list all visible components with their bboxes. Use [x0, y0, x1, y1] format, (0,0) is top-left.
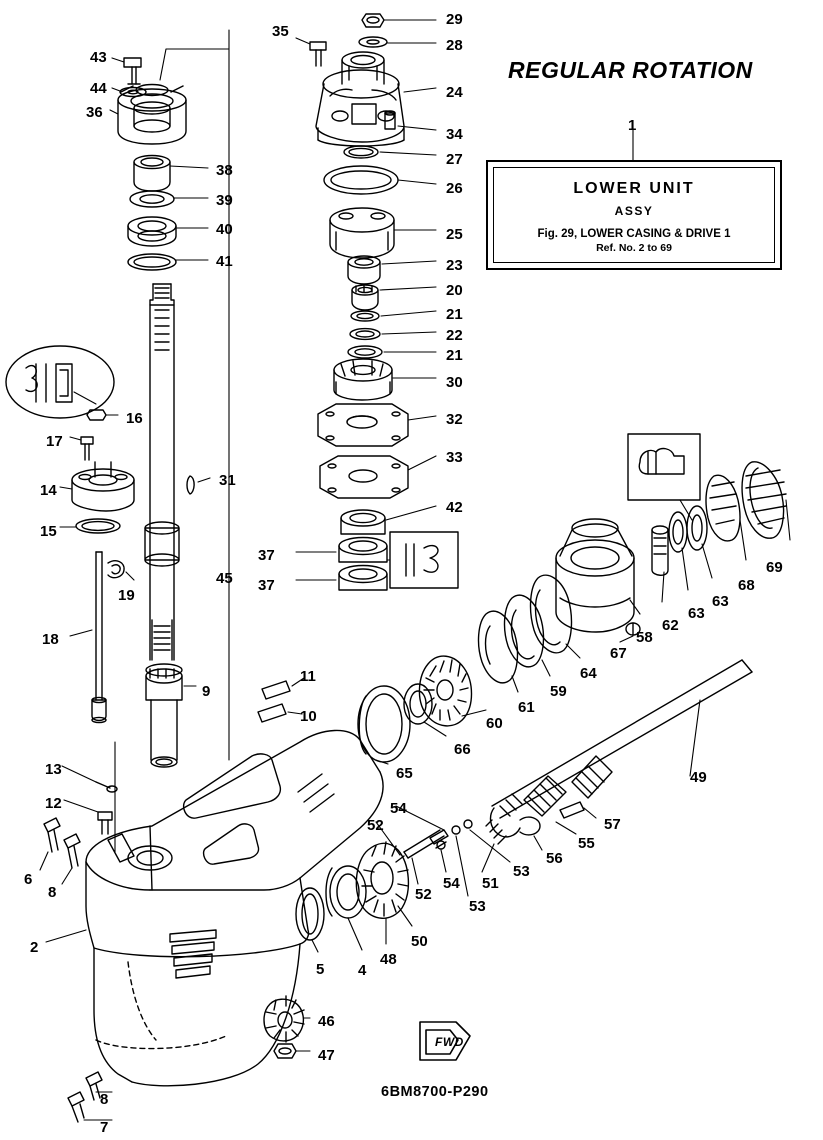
callout-number: 50	[411, 933, 428, 950]
part-54-pin-b	[436, 841, 446, 849]
callout-number: 64	[580, 665, 597, 682]
part-21-washer-a	[351, 311, 379, 321]
legend-line-3: Fig. 29, LOWER CASING & DRIVE 1	[537, 228, 731, 240]
legend-line-2: ASSY	[614, 204, 654, 218]
callout-number: 18	[42, 631, 59, 648]
part-59-bearing	[505, 595, 544, 667]
part-11-key	[262, 681, 290, 699]
part-29-nut	[362, 14, 384, 27]
callout-number: 2	[30, 939, 39, 956]
part-20-hub	[352, 285, 378, 310]
callout-number: 1	[628, 117, 637, 134]
part-37-seal-a	[339, 538, 387, 563]
detail-inset-shim	[628, 434, 700, 500]
callout-number: 46	[318, 1013, 335, 1030]
callout-number: 48	[380, 951, 397, 968]
part-69-race	[742, 462, 786, 538]
callout-number: 59	[550, 683, 567, 700]
callout-number: 27	[446, 151, 463, 168]
part-42-seal-housing	[341, 510, 385, 534]
callout-number: 56	[546, 850, 563, 867]
callout-number: 9	[202, 683, 211, 700]
callout-number: 54	[390, 800, 407, 817]
part-47-nut	[274, 1044, 296, 1058]
part-45-driveshaft	[145, 284, 179, 660]
part-18-shift-rod	[92, 552, 106, 723]
callout-number: 30	[446, 374, 463, 391]
callout-number: 4	[358, 962, 367, 979]
callout-number: 10	[300, 708, 317, 725]
callout-number: 54	[443, 875, 460, 892]
part-9-sleeve	[146, 664, 182, 767]
callout-number: 20	[446, 282, 463, 299]
part-64-bearing	[531, 575, 572, 653]
diagram-title: REGULAR ROTATION	[508, 57, 753, 83]
callout-number: 63	[688, 605, 705, 622]
part-63-shim-a	[687, 506, 707, 550]
callout-number: 24	[446, 84, 463, 101]
part-5-o-ring	[296, 888, 324, 940]
callout-number: 42	[446, 499, 463, 516]
part-22-washer	[350, 329, 380, 340]
part-68-bearing-cage	[706, 475, 740, 541]
part-53-ball-b	[452, 826, 460, 834]
detail-inset-key	[6, 346, 114, 418]
callout-number: 67	[610, 645, 627, 662]
part-49-prop-shaft	[491, 660, 752, 837]
part-4-bearing	[326, 866, 366, 918]
callout-number: 66	[454, 741, 471, 758]
part-13-screw	[96, 782, 117, 792]
callout-number: 35	[272, 23, 289, 40]
callout-number: 5	[316, 961, 325, 978]
part-25-liner	[330, 208, 394, 258]
part-14-bracket	[72, 462, 134, 511]
callout-number: 43	[90, 49, 107, 66]
part-62-spacer	[652, 526, 668, 575]
part-41-o-ring	[128, 254, 176, 270]
part-39-washer	[130, 191, 174, 207]
callout-number: 53	[469, 898, 486, 915]
part-24-pump-housing	[316, 52, 404, 146]
callout-number: 25	[446, 226, 463, 243]
callout-number: 49	[690, 769, 707, 786]
callout-number: 22	[446, 327, 463, 344]
callout-number: 63	[712, 593, 729, 610]
callout-number: 65	[396, 765, 413, 782]
callout-number: 36	[86, 104, 103, 121]
fwd-arrow-label: FWD	[435, 1035, 464, 1049]
legend-line-1: LOWER UNIT	[573, 180, 695, 197]
callout-number: 55	[578, 835, 595, 852]
legend-box	[486, 160, 782, 270]
callout-number: 40	[216, 221, 233, 238]
legend-inner	[493, 167, 775, 263]
callout-number: 47	[318, 1047, 335, 1064]
part-43-bolt	[124, 58, 141, 84]
part-32-plate	[318, 404, 408, 446]
callout-number: 53	[513, 863, 530, 880]
callout-number: 41	[216, 253, 233, 270]
callout-number: 44	[90, 80, 107, 97]
callout-number: 57	[604, 816, 621, 833]
drawing-number: 6BM8700-P290	[381, 1084, 489, 1100]
part-56-clip	[520, 817, 540, 835]
callout-number: 45	[216, 570, 233, 587]
callout-number: 17	[46, 433, 63, 450]
part-26-o-ring	[324, 166, 398, 194]
callout-number: 6	[24, 871, 33, 888]
part-33-gasket	[320, 456, 408, 498]
part-66-washer	[404, 684, 432, 724]
callout-number: 21	[446, 306, 463, 323]
part-31-key	[187, 476, 194, 494]
callout-number: 69	[766, 559, 783, 576]
legend-line-4: Ref. No. 2 to 69	[596, 242, 672, 254]
callout-number: 26	[446, 180, 463, 197]
part-40-bearing	[128, 217, 176, 246]
callout-number: 39	[216, 192, 233, 209]
part-23-collar	[348, 256, 380, 284]
callout-number: 34	[446, 126, 463, 143]
part-35-bolt	[310, 42, 326, 66]
callout-number: 7	[100, 1119, 109, 1136]
callout-number: 8	[100, 1091, 109, 1108]
callout-number: 62	[662, 617, 679, 634]
callout-number: 28	[446, 37, 463, 54]
callout-number: 58	[636, 629, 653, 646]
part-10-key	[258, 704, 286, 722]
callout-number: 31	[219, 472, 236, 489]
part-8-bolt-a	[64, 834, 80, 868]
callout-number: 11	[300, 668, 316, 685]
part-30-impeller	[334, 359, 392, 400]
part-15-o-ring	[76, 519, 120, 533]
callout-number: 37	[258, 577, 275, 594]
callout-number: 37	[258, 547, 275, 564]
part-2-lower-casing	[86, 730, 383, 1085]
callout-number: 29	[446, 11, 463, 28]
part-63-shim-b	[669, 512, 687, 552]
part-12-bolt	[98, 812, 112, 834]
callout-number: 52	[367, 817, 384, 834]
callout-number: 38	[216, 162, 233, 179]
part-6-bolt	[44, 818, 60, 852]
callout-number: 32	[446, 411, 463, 428]
part-58-retainer	[556, 519, 634, 632]
part-17-bolt	[81, 437, 93, 460]
part-38-seal	[134, 156, 170, 192]
callout-number: 61	[518, 699, 535, 716]
callout-number: 23	[446, 257, 463, 274]
callout-number: 8	[48, 884, 57, 901]
callout-number: 60	[486, 715, 503, 732]
part-27-seal	[344, 146, 378, 158]
callout-number: 16	[126, 410, 143, 427]
part-21-washer-b	[348, 346, 382, 358]
part-57-pin	[560, 802, 584, 818]
callout-number: 14	[40, 482, 57, 499]
callout-number: 15	[40, 523, 57, 540]
part-28-washer	[359, 37, 387, 47]
part-19-clip	[108, 561, 124, 578]
callout-number: 12	[45, 795, 62, 812]
callout-number: 52	[415, 886, 432, 903]
detail-inset-seal	[390, 532, 458, 588]
callout-number: 21	[446, 347, 463, 364]
part-7-bolt	[68, 1092, 84, 1122]
callout-number: 68	[738, 577, 755, 594]
part-37-seal-b	[339, 566, 387, 591]
part-53-ball-a	[464, 820, 472, 828]
callout-number: 33	[446, 449, 463, 466]
callout-number: 51	[482, 875, 499, 892]
part-46-gear	[264, 996, 304, 1042]
callout-number: 13	[45, 761, 62, 778]
callout-number: 19	[118, 587, 135, 604]
